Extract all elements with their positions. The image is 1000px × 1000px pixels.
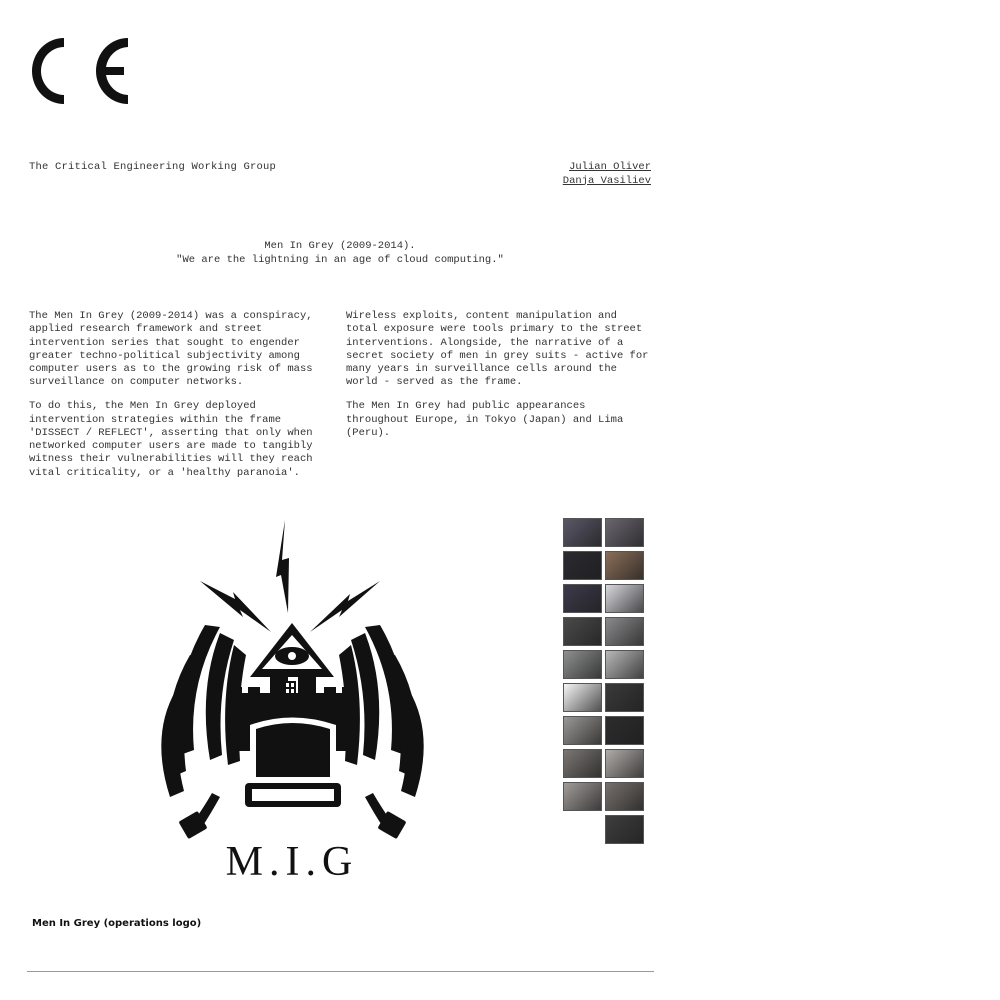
thumb-1[interactable]: [563, 518, 602, 547]
body-column-left: [29, 310, 331, 491]
thumb-15[interactable]: [563, 749, 602, 778]
thumb-13[interactable]: [563, 716, 602, 745]
thumb-14[interactable]: [605, 716, 644, 745]
thumb-10[interactable]: [605, 650, 644, 679]
thumb-8[interactable]: [605, 617, 644, 646]
thumb-11[interactable]: [563, 683, 602, 712]
lightning-bolt-icon: [310, 581, 380, 632]
ce-logo: [26, 34, 130, 108]
thumb-6[interactable]: [605, 584, 644, 613]
thumb-4[interactable]: [605, 551, 644, 580]
thumb-12[interactable]: [605, 683, 644, 712]
thumb-18[interactable]: [605, 782, 644, 811]
org-name: The Critical Engineering Working Group: [29, 161, 277, 173]
authors: [500, 161, 651, 188]
ethernet-plug-icon: [365, 793, 407, 839]
mig-emblem: [150, 515, 435, 890]
paragraph: The Men In Grey (2009-2014) was a conspiracy, applied research framework and street intervention series that sought to engender greater techno-political subjectivity among computer users as to the growing risk of mass surveillance on computer networks.: [29, 310, 313, 389]
paragraph: To do this, the Men In Grey deployed intervention strategies within the frame 'DISSECT / REFLECT', asserting that only when networked computer users are made to tangibly witness their vulnerabilities will they reach vital criticality, or a 'healthy paranoia'.: [29, 400, 313, 479]
thumb-2[interactable]: [605, 518, 644, 547]
emblem-lettering: M.I.G: [225, 839, 359, 885]
thumb-3[interactable]: [563, 551, 602, 580]
author-link-danja-vasiliev[interactable]: Danja Vasiliev: [562, 174, 651, 187]
paragraph: Wireless exploits, content manipulation and total exposure were tools primary to the street interventions. Alongside, the narrative of a secret society of men in grey suits - active for many years in surveillance cells around the world - served as the frame.: [346, 310, 649, 389]
thumb-9[interactable]: [563, 650, 602, 679]
thumb-16[interactable]: [605, 749, 644, 778]
heading-title: Men In Grey (2009-2014).: [264, 240, 416, 252]
thumb-5[interactable]: [563, 584, 602, 613]
body-column-right: [346, 310, 651, 451]
thumb-7[interactable]: [563, 617, 602, 646]
thumb-20[interactable]: [605, 815, 644, 844]
author-link-julian-oliver[interactable]: Julian Oliver: [569, 161, 651, 173]
heading-quote: "We are the lightning in an age of cloud computing.": [176, 253, 504, 266]
divider: [27, 971, 654, 972]
ethernet-plug-icon: [178, 793, 220, 839]
lightning-bolt-icon: [276, 520, 289, 613]
paragraph: The Men In Grey had public appearances throughout Europe, in Tokyo (Japan) and Lima (Peru).: [346, 400, 624, 439]
lightning-bolt-icon: [200, 581, 271, 632]
page-heading: [29, 240, 651, 267]
thumb-17[interactable]: [563, 782, 602, 811]
emblem-caption: Men In Grey (operations logo): [32, 918, 202, 929]
